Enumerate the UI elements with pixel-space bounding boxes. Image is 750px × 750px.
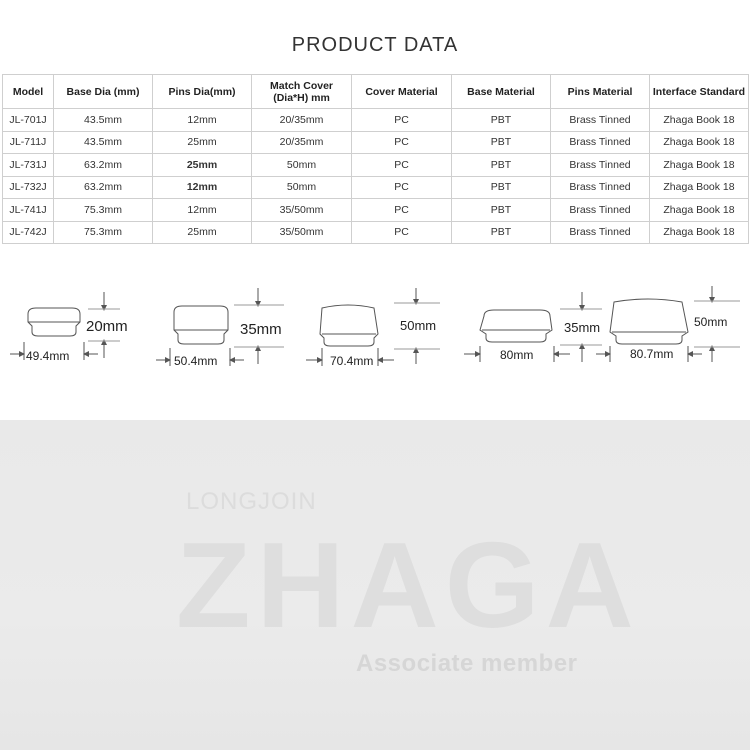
cell-base-material: PBT	[452, 176, 551, 199]
cell-pins-dia: 12mm	[153, 176, 252, 199]
cell-pins-dia: 12mm	[153, 199, 252, 222]
cell-base-material: PBT	[452, 221, 551, 244]
cell-model: JL-742J	[3, 221, 54, 244]
cover-dimension-drawings	[0, 270, 750, 390]
cell-base-material: PBT	[452, 131, 551, 154]
cell-match-cover: 20/35mm	[252, 131, 352, 154]
associate-member-watermark: Associate member	[356, 650, 578, 677]
height-label: 50mm	[400, 318, 437, 333]
table-row	[3, 131, 749, 154]
cover-outline	[610, 299, 688, 344]
height-label: 35mm	[240, 321, 282, 338]
cell-pins-dia: 12mm	[153, 109, 252, 132]
cell-interface-standard: Zhaga Book 18	[650, 154, 749, 177]
cell-cover-material: PC	[352, 131, 452, 154]
cell-base-material: PBT	[452, 109, 551, 132]
header-base-material: Base Material	[452, 75, 551, 109]
table-row	[3, 221, 749, 244]
cell-match-cover: 50mm	[252, 154, 352, 177]
cell-cover-material: PC	[352, 176, 452, 199]
cell-pins-material: Brass Tinned	[551, 109, 650, 132]
cell-pins-material: Brass Tinned	[551, 154, 650, 177]
cell-pins-material: Brass Tinned	[551, 221, 650, 244]
cell-match-cover: 20/35mm	[252, 109, 352, 132]
page-title: PRODUCT DATA	[291, 34, 459, 56]
cover-drawing-2	[156, 288, 284, 368]
header-cover-material: Cover Material	[352, 75, 452, 109]
width-label: 80.7mm	[630, 347, 674, 361]
cell-cover-material: PC	[352, 199, 452, 222]
cover-outline	[480, 310, 552, 342]
height-label: 35mm	[564, 320, 601, 335]
cell-interface-standard: Zhaga Book 18	[650, 176, 749, 199]
cell-interface-standard: Zhaga Book 18	[650, 131, 749, 154]
cell-pins-material: Brass Tinned	[551, 176, 650, 199]
cell-cover-material: PC	[352, 221, 452, 244]
width-label: 49.4mm	[26, 349, 70, 363]
cell-base-dia: 63.2mm	[54, 154, 153, 177]
header-base-dia: Base Dia (mm)	[54, 75, 153, 109]
cell-base-dia: 75.3mm	[54, 199, 153, 222]
cell-interface-standard: Zhaga Book 18	[650, 199, 749, 222]
cell-model: JL-711J	[3, 131, 54, 154]
cell-model: JL-732J	[3, 176, 54, 199]
cell-base-dia: 63.2mm	[54, 176, 153, 199]
cell-cover-material: PC	[352, 109, 452, 132]
cell-match-cover: 50mm	[252, 176, 352, 199]
cell-model: JL-731J	[3, 154, 54, 177]
header-match-cover: Match Cover (Dia*H) mm	[252, 75, 352, 109]
cover-outline	[174, 306, 228, 344]
table-header-row	[3, 75, 749, 109]
cell-pins-dia: 25mm	[153, 154, 252, 177]
cell-cover-material: PC	[352, 154, 452, 177]
table-row	[3, 154, 749, 177]
cell-base-material: PBT	[452, 154, 551, 177]
table-row	[3, 109, 749, 132]
cell-match-cover: 35/50mm	[252, 199, 352, 222]
cell-model: JL-701J	[3, 109, 54, 132]
cell-base-material: PBT	[452, 199, 551, 222]
cell-base-dia: 43.5mm	[54, 109, 153, 132]
width-label: 50.4mm	[174, 354, 218, 368]
cover-drawing-3	[306, 288, 440, 368]
cell-pins-material: Brass Tinned	[551, 131, 650, 154]
cover-drawing-1	[10, 292, 128, 363]
cover-outline	[320, 305, 378, 346]
table-row	[3, 176, 749, 199]
cell-pins-dia: 25mm	[153, 131, 252, 154]
header-pins-material: Pins Material	[551, 75, 650, 109]
brand-name-watermark: LONGJOIN	[186, 488, 317, 515]
height-label: 20mm	[86, 318, 128, 335]
cell-model: JL-741J	[3, 199, 54, 222]
header-model: Model	[3, 75, 54, 109]
product-data-table	[2, 74, 749, 244]
cell-base-dia: 43.5mm	[54, 131, 153, 154]
cell-interface-standard: Zhaga Book 18	[650, 221, 749, 244]
zhaga-logo-watermark: ZHAGA	[176, 517, 640, 653]
width-label: 80mm	[500, 348, 534, 362]
cell-base-dia: 75.3mm	[54, 221, 153, 244]
table-row	[3, 199, 749, 222]
cover-drawing-5	[596, 286, 740, 362]
cover-drawing-4	[464, 292, 602, 362]
height-label: 50mm	[694, 315, 728, 329]
cell-pins-material: Brass Tinned	[551, 199, 650, 222]
cell-match-cover: 35/50mm	[252, 221, 352, 244]
width-label: 70.4mm	[330, 354, 374, 368]
header-interface-standard: Interface Standard	[650, 75, 749, 109]
cell-interface-standard: Zhaga Book 18	[650, 109, 749, 132]
cell-pins-dia: 25mm	[153, 221, 252, 244]
header-pins-dia: Pins Dia(mm)	[153, 75, 252, 109]
